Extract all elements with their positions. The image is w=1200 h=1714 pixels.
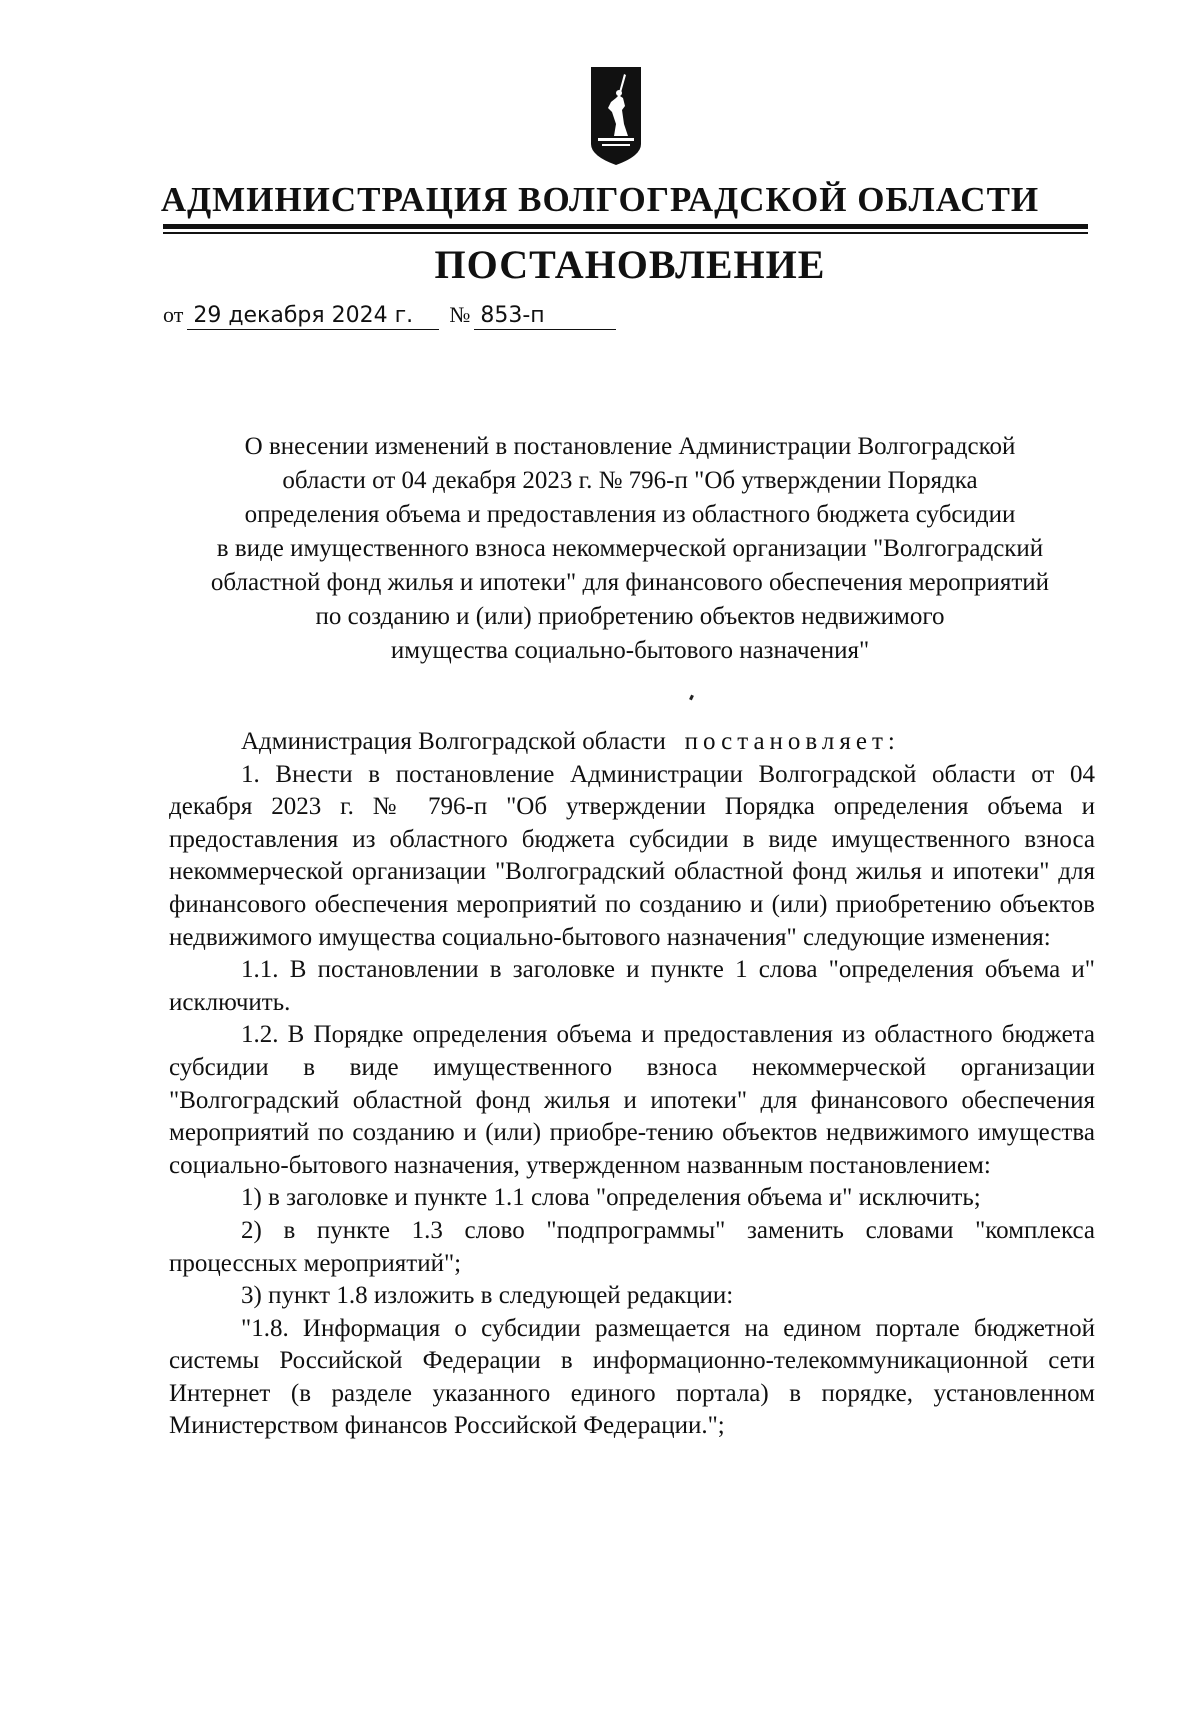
body-paragraph: 2) в пункте 1.3 слово "подпрограммы" заменить словами "комплекса процессных мероприятий";: [169, 1216, 1095, 1277]
intro-verb: постановляет:: [684, 728, 900, 755]
organization-title: АДМИНИСТРАЦИЯ ВОЛГОГРАДСКОЙ ОБЛАСТИ: [160, 180, 1040, 219]
body-paragraph: 1. Внести в постановление Администрации Волгоградской области от 04 декабря 2023 г. № 796-п "Об утверждении Порядка определения объема и предоставления из областного бюджета субсидии в виде имущественного взноса некоммерческой организации "Волгоградский областной фонд жилья и ипотеки" для финансового обеспечения мероприятий по созданию и (или) приобретению объектов недвижимого имущества социально-бытового назначения" следующие изменения:: [169, 760, 1095, 951]
volgograd-emblem-icon: [590, 66, 642, 166]
body-paragraph: 1) в заголовке и пункте 1.1 слова "определения объема и" исключить;: [241, 1184, 981, 1212]
document-subject: [160, 430, 1100, 668]
number-prefix: №: [449, 302, 471, 327]
document-body: [169, 726, 1095, 1443]
body-paragraph: 1.1. В постановлении в заголовке и пункте 1 слова "определения объема и" исключить.: [169, 956, 1095, 1016]
header-divider-thin: [163, 232, 1088, 234]
date-prefix: от: [163, 302, 184, 327]
subject-line: имущества социально-бытового назначения": [390, 637, 870, 664]
document-date: 29 декабря 2024 г.: [187, 303, 439, 330]
date-number-line: [163, 300, 616, 330]
stray-mark: [689, 695, 694, 701]
intro-subject: Администрация Волгоградской области: [241, 728, 666, 755]
document-number: 853-п: [474, 303, 616, 330]
subject-line: О внесении изменений в постановление Администрации Волгоградской: [244, 433, 1016, 460]
subject-line: определения объема и предоставления из областного бюджета субсидии: [244, 501, 1016, 528]
body-paragraph: 3) пункт 1.8 изложить в следующей редакции:: [241, 1282, 734, 1310]
subject-line: по созданию и (или) приобретению объектов недвижимого: [315, 603, 945, 630]
subject-line: области от 04 декабря 2023 г. № 796-п "Об утверждении Порядка: [282, 467, 978, 494]
subject-line: в виде имущественного взноса некоммерческой организации "Волгоградский: [216, 535, 1044, 562]
body-paragraph: "1.8. Информация о субсидии размещается на едином портале бюджетной системы Российской Федерации в информационно-телекоммуникационной сети Интернет (в разделе указанного единого портала) в порядке, установленном Министерством финансов Российской Федерации.";: [169, 1314, 1095, 1440]
header-divider-thick: [163, 224, 1088, 229]
document-type-title: ПОСТАНОВЛЕНИЕ: [434, 242, 826, 287]
subject-line: областной фонд жилья и ипотеки" для финансового обеспечения мероприятий: [210, 569, 1050, 596]
body-paragraph: 1.2. В Порядке определения объема и предоставления из областного бюджета субсидии в виде имущественного взноса некоммерческой организации "Волгоградский областной фонд жилья и ипотеки" для финансового обеспечения мероприятий по созданию и (или) приобре-тению объектов недвижимого имущества социально-бытового назначения, утвержденном названным постановлением:: [169, 1021, 1095, 1179]
body-intro: [169, 726, 1095, 759]
